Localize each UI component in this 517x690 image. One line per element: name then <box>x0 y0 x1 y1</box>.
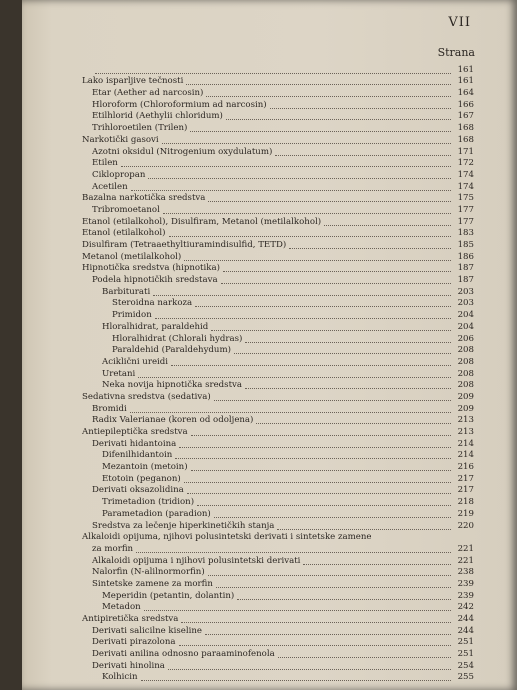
toc-entry-page: 242 <box>457 602 474 613</box>
toc-entry-title: Sredstva za lečenje hiperkinetičkih stanja <box>92 520 275 531</box>
toc-entry-title: Bromidi <box>92 403 127 414</box>
toc-entry-title-line <box>82 532 474 544</box>
toc-entry-title: Antipiretička sredstva <box>82 614 179 624</box>
toc-entry <box>82 543 474 555</box>
toc-entry-title: Primidon <box>112 310 152 321</box>
toc-entry-page: 168 <box>457 134 474 145</box>
toc-entry <box>82 321 474 333</box>
toc-entry-page: 204 <box>457 321 474 332</box>
toc-entry <box>82 391 474 403</box>
toc-entry-title: Derivati pirazolona <box>92 637 176 648</box>
toc-entry <box>82 403 474 415</box>
toc-entry-page: 183 <box>457 228 474 239</box>
leader-dots <box>171 364 451 366</box>
leader-dots <box>208 574 451 576</box>
leader-dots <box>181 621 451 623</box>
leader-dots <box>226 118 451 120</box>
toc-entry <box>82 134 474 146</box>
leader-dots <box>130 411 451 413</box>
toc-entry-page: 187 <box>457 263 474 274</box>
toc-entry <box>82 204 474 216</box>
toc-entry-page: 220 <box>457 520 474 531</box>
toc-entry-page: 214 <box>457 438 474 449</box>
toc-entry-page: 203 <box>457 298 474 309</box>
leader-dots <box>278 656 451 658</box>
toc-entry-title: Sintetske zamene za morfin <box>92 578 213 589</box>
toc-entry-title: Sedativna sredstva (sedativa) <box>82 391 211 402</box>
leader-dots <box>175 457 451 459</box>
leader-dots <box>208 200 451 202</box>
toc-entry-page: 244 <box>457 614 474 624</box>
toc-entry <box>82 181 474 193</box>
toc-entry-title: Narkotički gasovi <box>82 134 159 145</box>
leader-dots <box>237 598 451 600</box>
toc-entry-title: Metadon <box>102 602 141 613</box>
toc-entry-page: 187 <box>457 275 474 286</box>
toc-entry <box>82 158 474 170</box>
toc-entry-page: 209 <box>457 391 474 402</box>
toc-entry-page: 166 <box>457 99 474 110</box>
leader-dots <box>216 586 451 588</box>
toc-entry-page: 175 <box>457 193 474 204</box>
leader-dots <box>169 235 452 237</box>
toc-entry-title: Podela hipnotičkih sredstava <box>92 275 218 286</box>
toc-entry <box>82 648 474 660</box>
leader-dots <box>234 352 451 354</box>
toc-entry-title: Etilen <box>92 158 118 169</box>
toc-entry-page: 206 <box>457 333 474 344</box>
toc-entry-page: 213 <box>457 415 474 426</box>
toc-entry-page: 213 <box>457 427 474 437</box>
leader-dots <box>275 154 451 156</box>
toc-entry-page: 219 <box>457 508 474 519</box>
toc-entry-title: Kolhicin <box>102 672 138 683</box>
toc-entry-title: Derivati oksazolidina <box>92 485 184 496</box>
toc-entry-title: Azotni oksidul (Nitrogenium oxydulatum) <box>92 146 273 157</box>
toc-entry <box>82 415 474 427</box>
toc-entry <box>82 555 474 567</box>
toc-entry-title: Aciklični ureidi <box>102 356 169 367</box>
leader-dots <box>223 270 451 272</box>
toc-entry-title: Hloralhidrat (Chlorali hydras) <box>112 333 243 344</box>
toc-entry-title: Acetilen <box>92 181 128 192</box>
toc-entry <box>82 298 474 310</box>
toc-entry-title: Steroidna narkoza <box>112 298 193 309</box>
book-page <box>22 0 517 690</box>
toc-entry-title: Ciklopropan <box>92 169 146 180</box>
toc-entry-page: 177 <box>457 216 474 227</box>
leader-dots <box>179 446 451 448</box>
toc-entry-title: Derivati salicilne kiseline <box>92 625 203 636</box>
toc-entry-page: 161 <box>457 76 474 87</box>
toc-entry-page: 254 <box>457 660 474 671</box>
leader-dots <box>153 294 451 296</box>
toc-entry-page: 217 <box>457 485 474 496</box>
toc-entry-page: 208 <box>457 368 474 379</box>
toc-entry <box>82 99 474 111</box>
toc-entry-page: 174 <box>457 181 474 192</box>
toc-entry-title: Derivati anilina odnosno paraaminofenola <box>92 649 275 660</box>
toc-entry <box>82 356 474 368</box>
leader-dots <box>206 95 451 97</box>
toc-entry-title: Paraldehid (Paraldehydum) <box>112 345 231 356</box>
toc-entry <box>82 274 474 286</box>
toc-entry <box>82 251 474 263</box>
toc-entry-page: 203 <box>457 286 474 297</box>
toc-entry <box>82 660 474 672</box>
toc-entry-title: Derivati hinolina <box>92 660 165 671</box>
toc-entry-title: Bazalna narkotička sredstva <box>82 193 206 204</box>
leader-dots <box>245 387 451 389</box>
toc-entry-page: 239 <box>457 578 474 589</box>
leader-dots <box>191 434 451 436</box>
toc-entry <box>82 193 474 205</box>
toc-entry-title: Alkaloidi opijuma, njihovi polusintetski derivati i sintetske zamene <box>82 532 372 543</box>
toc-entry-page: 167 <box>457 111 474 122</box>
toc-entry-page: 217 <box>457 473 474 484</box>
toc-entry-title: Etanol (etilalkohol) <box>82 228 166 239</box>
toc-entry <box>82 111 474 123</box>
toc-entry <box>82 590 474 602</box>
toc-entry <box>82 263 474 275</box>
toc-entry <box>82 146 474 158</box>
toc-entry-title: Etotoin (peganon) <box>102 473 181 484</box>
toc-entry <box>82 438 474 450</box>
toc-entry <box>82 625 474 637</box>
toc-entry-page: 251 <box>457 637 474 648</box>
toc-entry-title: Hloroform (Chloroformium ad narcosin) <box>92 99 267 110</box>
toc-entry-page: 208 <box>457 345 474 356</box>
toc-entry-title: Nalorfin (N-alilnormorfin) <box>92 567 205 578</box>
leader-dots <box>186 83 451 85</box>
toc-entry-page: 255 <box>457 672 474 683</box>
toc-entry <box>82 602 474 614</box>
toc-entry <box>82 461 474 473</box>
toc-entry-page: 204 <box>457 310 474 321</box>
toc-entry-title: Alkaloidi opijuma i njihovi polusintetski derivati <box>92 555 301 566</box>
leader-dots <box>214 399 451 401</box>
toc-entry-title: Etanol (etilalkohol), Disulfiram, Metanol (metilalkohol) <box>82 216 322 227</box>
toc-entry <box>82 368 474 380</box>
leader-dots <box>138 376 451 378</box>
toc-entry <box>82 345 474 357</box>
toc-entry-title: Hipnotička sredstva (hipnotika) <box>82 263 220 274</box>
leader-dots <box>190 130 451 132</box>
leader-dots <box>179 644 451 646</box>
leader-dots <box>221 282 451 284</box>
toc-entry-title: Antiepileptička sredstva <box>82 427 188 437</box>
leader-dots <box>141 679 452 681</box>
toc-entry <box>82 122 474 134</box>
toc-entry-page: 208 <box>457 380 474 391</box>
toc-entry-title: Radix Valerianae (koren od odoljena) <box>92 415 254 426</box>
toc-entry-page: 216 <box>457 462 474 473</box>
leader-dots <box>289 247 451 249</box>
toc-entry-title: Metanol (metilalkohol) <box>82 251 182 262</box>
toc-entry <box>82 64 474 76</box>
table-of-contents <box>82 64 474 683</box>
toc-entry-page: 168 <box>457 123 474 134</box>
toc-entry <box>82 578 474 590</box>
toc-entry-title: Difenilhidantoin <box>102 450 173 461</box>
toc-entry-page: 185 <box>457 240 474 250</box>
toc-entry <box>82 216 474 228</box>
toc-entry-title: Meperidin (petantin, dolantin) <box>102 590 235 601</box>
toc-entry-page: 172 <box>457 158 474 169</box>
toc-entry <box>82 508 474 520</box>
toc-entry <box>82 87 474 99</box>
toc-entry-page: 186 <box>457 251 474 262</box>
toc-entry-title: Hloralhidrat, paraldehid <box>102 321 209 332</box>
toc-entry <box>82 228 474 240</box>
toc-entry <box>82 76 474 88</box>
page-column-header: Strana <box>437 46 475 59</box>
toc-entry-page: 238 <box>457 567 474 578</box>
leader-dots <box>168 668 451 670</box>
toc-entry <box>82 473 474 485</box>
toc-entry-title: Trimetadion (tridion) <box>102 497 195 508</box>
leader-dots <box>95 72 451 74</box>
leader-dots <box>277 528 451 530</box>
toc-entry-page: 221 <box>457 543 474 554</box>
toc-entry <box>82 309 474 321</box>
toc-entry-page: 177 <box>457 204 474 215</box>
toc-entry <box>82 637 474 649</box>
leader-dots <box>121 165 451 167</box>
toc-entry-title: Mezantoin (metoin) <box>102 462 188 473</box>
leader-dots <box>324 224 451 226</box>
toc-entry <box>82 426 474 438</box>
toc-entry <box>82 613 474 625</box>
toc-entry <box>82 567 474 579</box>
toc-entry <box>82 333 474 345</box>
toc-entry-page: 171 <box>457 146 474 157</box>
leader-dots <box>245 341 451 343</box>
toc-entry-page: 221 <box>457 555 474 566</box>
toc-entry <box>82 450 474 462</box>
toc-entry-title: Derivati hidantoina <box>92 438 177 449</box>
leader-dots <box>184 481 451 483</box>
toc-entry <box>82 286 474 298</box>
leader-dots <box>136 551 451 553</box>
toc-entry <box>82 239 474 251</box>
page-number: VII <box>448 15 471 30</box>
leader-dots <box>131 189 451 191</box>
toc-entry-title: Tribromoetanol <box>92 204 160 215</box>
leader-dots <box>205 633 451 635</box>
toc-entry-title: Uretani <box>102 368 136 379</box>
leader-dots <box>163 212 451 214</box>
toc-entry <box>82 496 474 508</box>
leader-dots <box>214 516 451 518</box>
toc-entry-title: Disulfiram (Tetraaethyltiuramindisulfid, TETD) <box>82 240 287 250</box>
toc-entry-page: 239 <box>457 590 474 601</box>
toc-entry-title: Parametadion (paradion) <box>102 508 211 519</box>
leader-dots <box>148 177 451 179</box>
leader-dots <box>191 469 451 471</box>
leader-dots <box>155 317 451 319</box>
toc-entry-page: 209 <box>457 403 474 414</box>
leader-dots <box>187 492 451 494</box>
toc-entry-page: 244 <box>457 625 474 636</box>
toc-entry-page: 214 <box>457 450 474 461</box>
toc-entry <box>82 520 474 532</box>
toc-entry-page: 251 <box>457 649 474 660</box>
leader-dots <box>256 422 451 424</box>
leader-dots <box>197 504 451 506</box>
toc-entry-page: 218 <box>457 497 474 508</box>
toc-entry-title: Neka novija hipnotička sredstva <box>102 380 243 391</box>
toc-entry-title: Trihloroetilen (Trilen) <box>92 123 188 134</box>
leader-dots <box>211 329 451 331</box>
toc-entry-page: 164 <box>457 88 474 99</box>
toc-entry-title: Barbiturati <box>102 286 151 297</box>
toc-entry-title: Etilhlorid (Aethylii chloridum) <box>92 111 223 122</box>
toc-entry-title: Lako isparljive tečnosti <box>82 76 184 87</box>
toc-entry-page: 174 <box>457 169 474 180</box>
toc-entry-page: 161 <box>457 64 474 75</box>
toc-entry-title: za morfin <box>92 543 134 554</box>
leader-dots <box>270 107 451 109</box>
toc-entry <box>82 485 474 497</box>
toc-entry <box>82 169 474 181</box>
leader-dots <box>162 142 451 144</box>
toc-entry <box>82 672 474 684</box>
leader-dots <box>144 609 451 611</box>
leader-dots <box>184 259 451 261</box>
leader-dots <box>303 563 451 565</box>
leader-dots <box>195 305 451 307</box>
toc-entry-page: 208 <box>457 356 474 367</box>
toc-entry-title: Etar (Aether ad narcosin) <box>92 88 204 99</box>
toc-entry <box>82 380 474 392</box>
